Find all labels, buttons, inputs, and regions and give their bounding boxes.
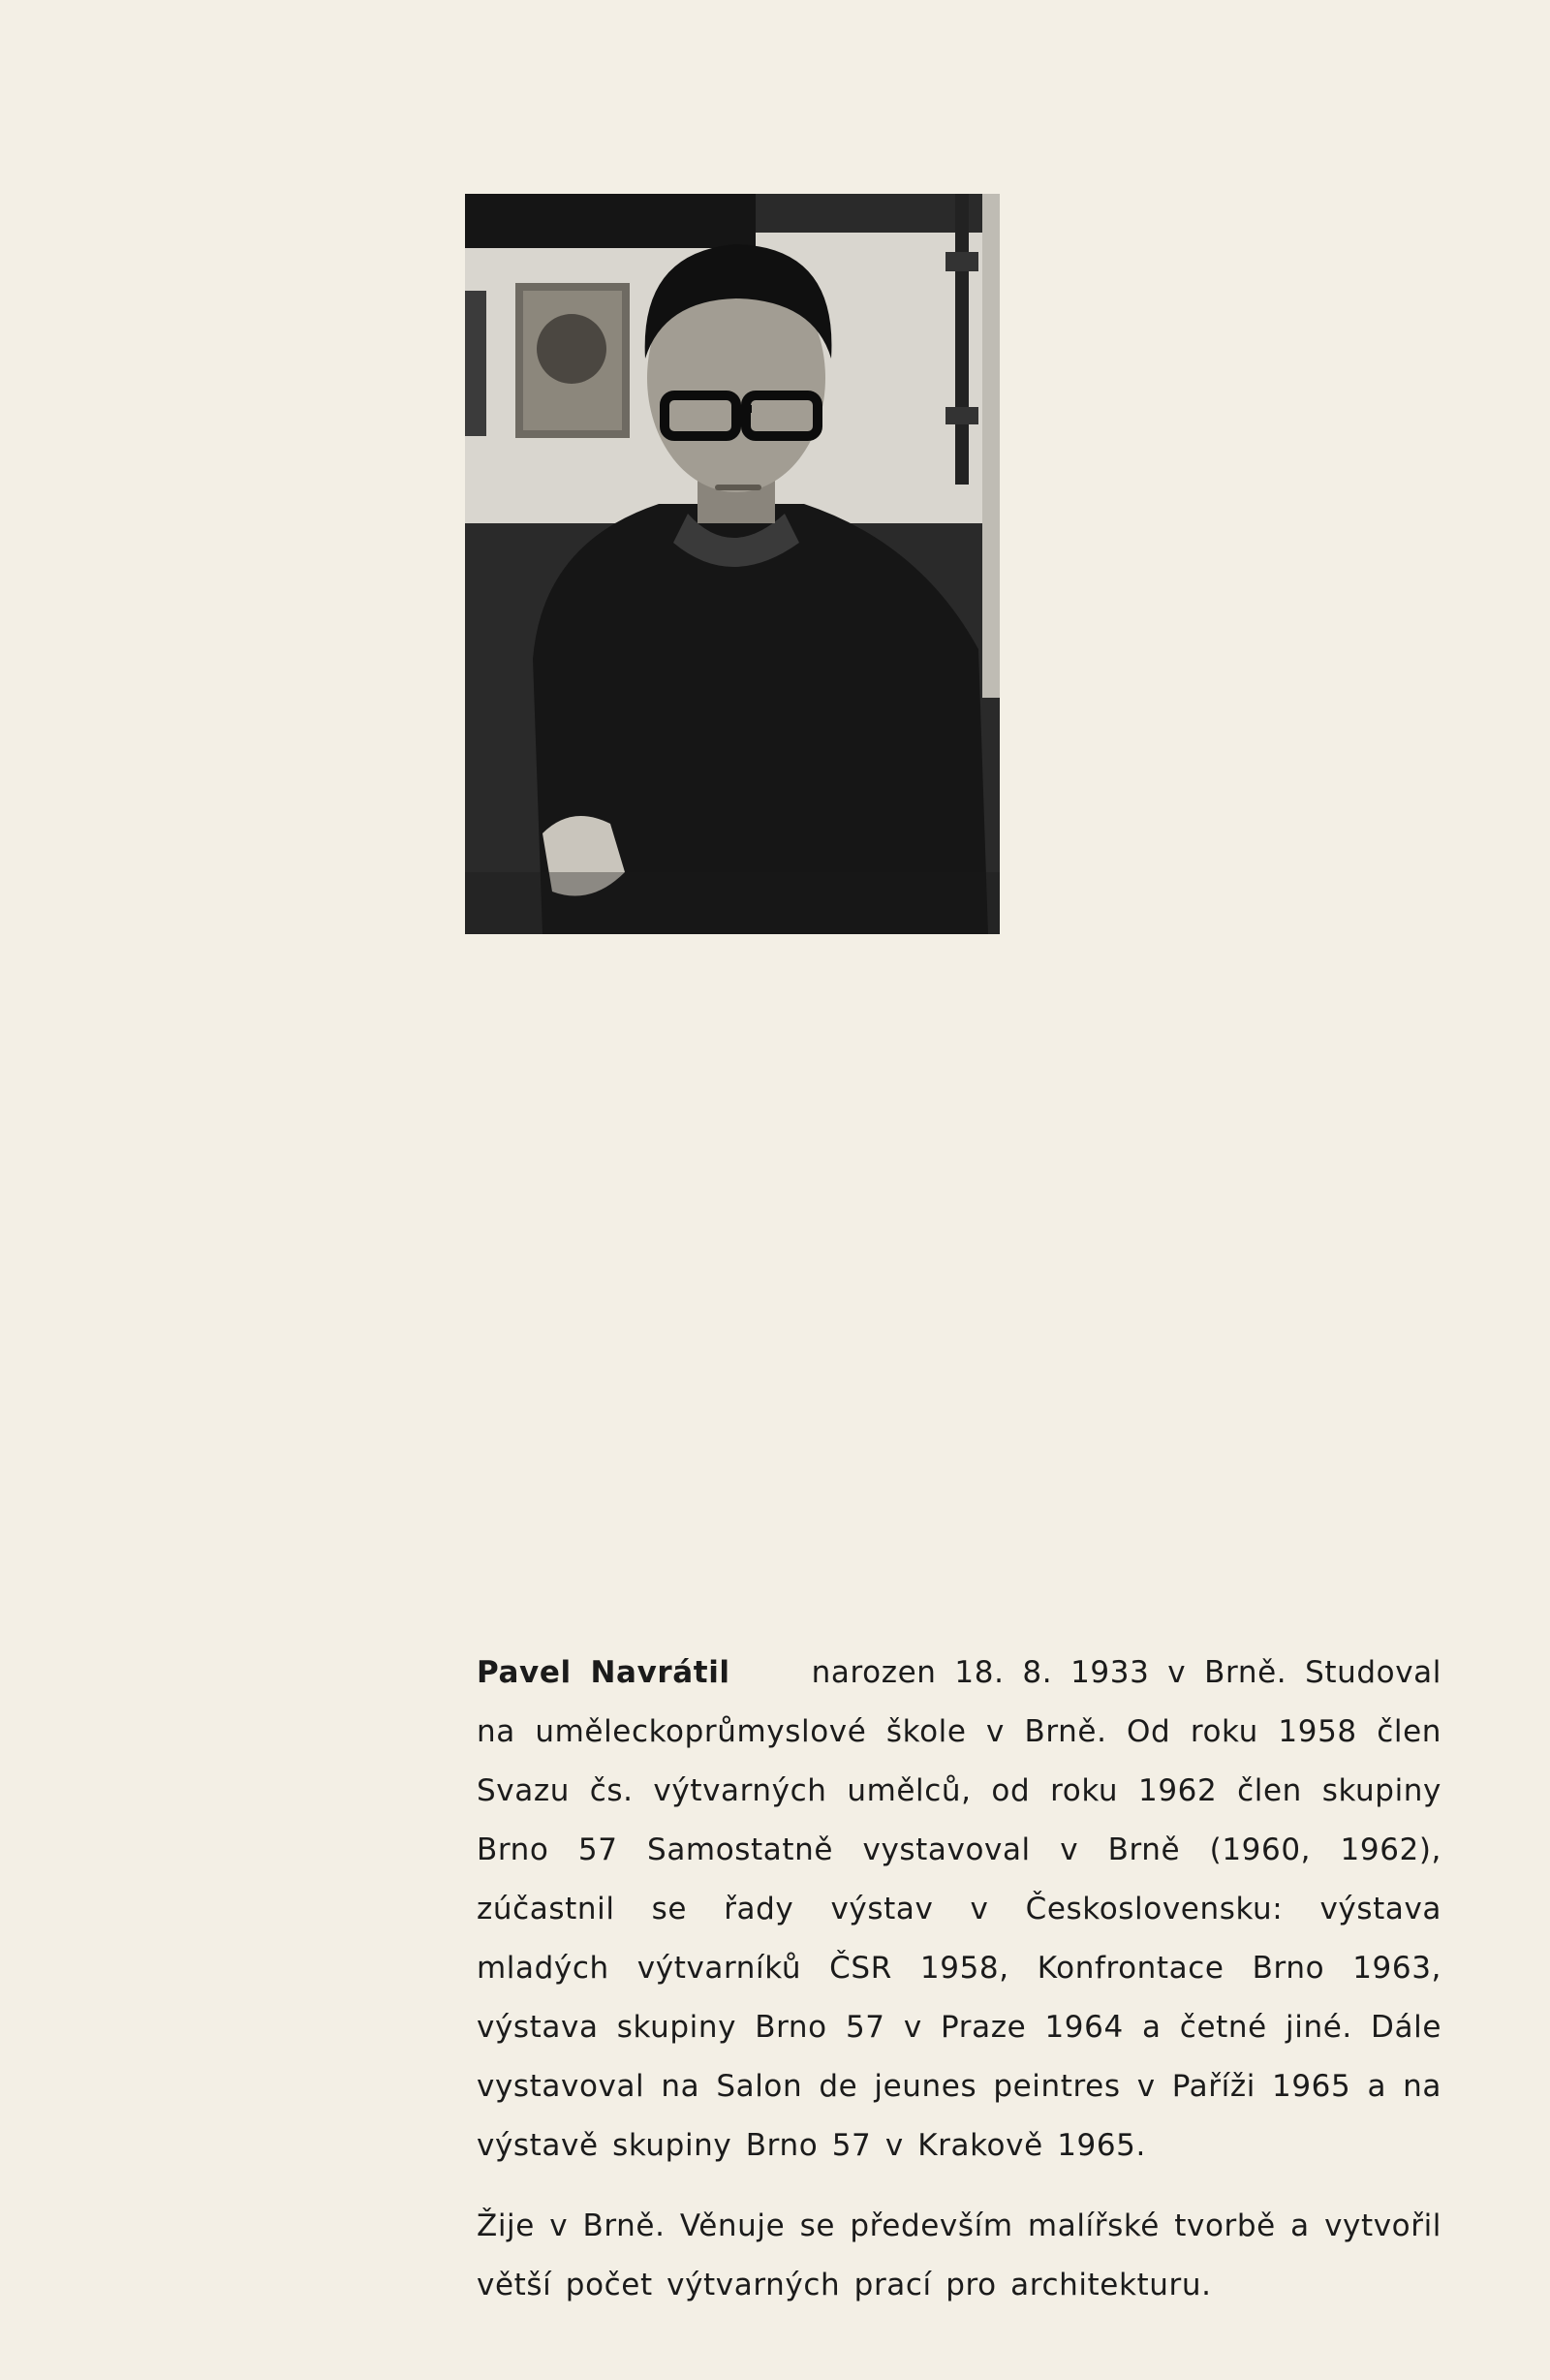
portrait-photo [465, 194, 1000, 934]
biography-paragraph-1 [477, 1644, 1442, 2176]
biography-paragraph-2: Žije v Brně. Věnuje se především malířské tvorbě a vytvořil větší počet výtvarných prací pro architekturu. [477, 2208, 1442, 2302]
paragraph-gap [477, 2176, 1442, 2197]
artist-name: Pavel Navrátil [477, 1655, 730, 1690]
biography-paragraph-1-text: narozen 18. 8. 1933 v Brně. Studoval na uměleckoprůmyslové škole v Brně. Od roku 1958 člen Svazu čs. výtvarných umělců, od roku 1962 člen skupiny Brno 57 Samostatně vystavoval v Brně (1960, 1962), zúčastnil se řady výstav v Československu: výstava mladých výtvarníků ČSR 1958, Konfrontace Brno 1963, výstava skupiny Brno 57 v Praze 1964 a četné jiné. Dále vystavoval na Salon de jeunes peintres v Paříži 1965 a na výstavě skupiny Brno 57 v Krakově 1965. [477, 1655, 1442, 2163]
biography-text [477, 1644, 1442, 2315]
